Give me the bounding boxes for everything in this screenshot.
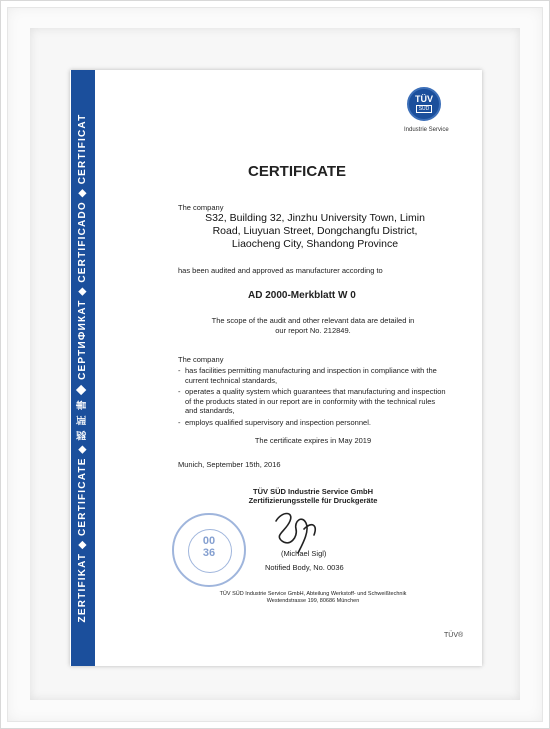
footer-line-2: Westendstrasse 199, 80686 München [266,598,360,604]
list-item: - operates a quality system which guarantees that manufacturing and inspection of the products stated in our report are in conformity with the technical rules and standards, [178,387,446,415]
footer-line-1: TÜV SÜD Industrie Service GmbH, Abteilung Werkstoff- und Schweißtechnik [219,591,407,597]
company-label: The company [178,203,224,212]
side-band [71,70,95,666]
expiry-text: The certificate expires in May 2019 [254,436,372,445]
signatory-name: (Michael Sigl) [281,549,327,558]
tuv-logo-brand: TÜV [415,94,433,104]
place-date: Munich, September 15th, 2016 [178,460,281,469]
tuv-logo [407,87,441,121]
obligations-list [178,366,448,429]
notified-body: Notified Body, No. 0036 [265,563,344,572]
side-band-text: ZERTIFIKAT ◆ CERTIFICATE ◆ 認 証 書 ◆ СЕРТИФИКАТ ◆ CERTIFICADO ◆ CERTIFICAT [77,113,88,623]
company-address: S32, Building 32, Jinzhu University Town, Limin Road, Liuyuan Street, Dongchangfu District, Liaocheng City, Shandong Province [205,212,425,250]
list-item: - employs qualified supervisory and inspection personnel. [178,417,371,427]
audit-text: has been audited and approved as manufacturer according to [178,266,383,275]
logo-caption: Industrie Service [404,127,449,133]
issuer-line-1: TÜV SÜD Industrie Service GmbH [252,487,374,496]
certificate-title: CERTIFICATE [248,163,347,180]
tuv-logo-sub: SÜD [416,105,433,113]
stamp-number: 00 36 [202,535,216,559]
list-item: - has facilities permitting manufacturing and inspection in compliance with the current technical standards, [178,366,437,385]
company-label-2: The company [178,355,224,364]
standard-name: AD 2000-Merkblatt W 0 [248,290,356,301]
footer-tuv-logo: TÜV® [444,632,464,639]
scope-line-2: our report No. 212849. [275,326,351,335]
official-stamp [172,513,246,587]
scope-line-1: The scope of the audit and other relevant data are detailed in [211,316,415,325]
issuer-line-2: Zertifizierungsstelle für Druckgeräte [248,496,378,505]
